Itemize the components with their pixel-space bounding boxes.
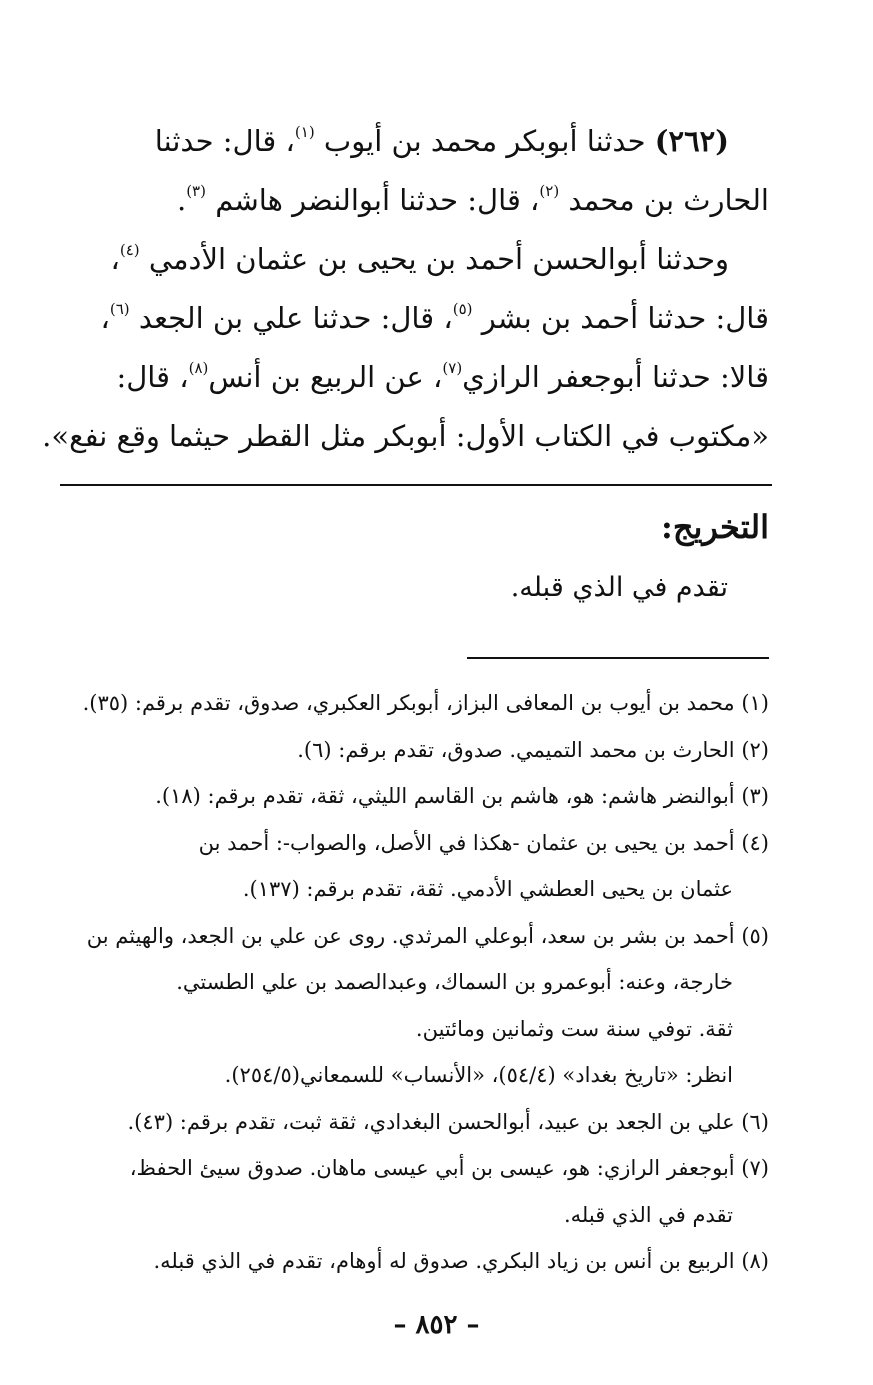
footnote-4-line-2: عثمان بن يحيى العطشي الأدمي. ثقة، تقدم برقم: (١٣٧). <box>242 877 733 901</box>
footnote-6-text: (٦) علي بن الجعد بن عبيد، أبوالحسن البغدادي، ثقة ثبت، تقدم برقم: (٤٣). <box>127 1109 769 1134</box>
footnote-1 <box>57 680 769 727</box>
footnote-8-text: (٨) الربيع بن أنس بن زياد البكري. صدوق له أوهام، تقدم في الذي قبله. <box>153 1249 769 1273</box>
hadith-line-5-end: ، قال: <box>116 360 189 394</box>
hadith-line-4-mid: ، قال: حدثنا علي بن الجعد <box>138 301 453 335</box>
footnote-5-line-2: خارجة، وعنه: أبوعمرو بن السماك، وعبدالصمد بن علي الطستي. <box>176 970 733 994</box>
footnote-ref-1: (١) <box>294 123 315 141</box>
footnotes-list <box>57 680 769 1285</box>
hadith-text <box>42 112 769 466</box>
footnote-8 <box>57 1238 769 1285</box>
footnote-5 <box>57 913 769 1099</box>
hadith-line-1-text: حدثنا أبوبكر محمد بن أيوب <box>323 124 646 158</box>
takhrij-heading: التخريج: <box>661 508 769 546</box>
hadith-line-2-end: . <box>176 183 187 217</box>
footnote-4-line-1: (٤) أحمد بن يحيى بن عثمان -هكذا في الأصل، والصواب-: أحمد بن <box>198 830 769 855</box>
footnote-6 <box>57 1099 769 1146</box>
hadith-line-2-text: الحارث بن محمد <box>568 183 769 217</box>
hadith-line-5 <box>57 348 769 407</box>
section-divider <box>60 484 772 486</box>
footnote-5-line-1: (٥) أحمد بن بشر بن سعد، أبوعلي المرثدي. روى عن علي بن الجعد، والهيثم بن <box>86 923 769 948</box>
footnote-ref-6: (٦) <box>109 300 130 318</box>
takhrij-text: تقدم في الذي قبله. <box>510 572 728 603</box>
footnote-7 <box>57 1145 769 1238</box>
footnote-7-line-2: تقدم في الذي قبله. <box>563 1202 733 1227</box>
hadith-line-2 <box>57 171 769 230</box>
footnote-ref-7: (٧) <box>442 359 463 377</box>
hadith-line-1-rest: ، قال: حدثنا <box>154 124 295 158</box>
hadith-line-5-mid: ، عن الربيع بن أنس <box>208 360 443 394</box>
footnote-4 <box>57 820 769 913</box>
hadith-line-4 <box>57 289 769 348</box>
hadith-line-6: «مكتوب في الكتاب الأول: أبوبكر مثل القطر حيثما وقع نفع». <box>42 419 769 453</box>
hadith-number: (٢٦٢) <box>654 124 729 158</box>
footnote-2 <box>57 727 769 774</box>
footnote-ref-4: (٤) <box>119 241 140 259</box>
footnote-5-line-3: ثقة. توفي سنة ست وثمانين ومائتين. <box>415 1016 733 1041</box>
footnote-ref-8: (٨) <box>188 359 209 377</box>
hadith-line-3 <box>57 230 769 289</box>
footnote-2-text: (٢) الحارث بن محمد التميمي. صدوق، تقدم برقم: (٦). <box>297 737 769 762</box>
footnote-ref-2: (٢) <box>539 182 560 200</box>
hadith-line-4-text: قال: حدثنا أحمد بن بشر <box>481 301 769 335</box>
page-number: – ٨٥٢ – <box>393 1310 480 1340</box>
footnote-1-text: (١) محمد بن أيوب بن المعافى البزاز، أبوبكر العكبري، صدوق، تقدم برقم: (٣٥). <box>82 691 769 715</box>
hadith-line-4-end: ، <box>100 301 110 335</box>
footnote-ref-5: (٥) <box>452 300 473 318</box>
hadith-line-2-mid: ، قال: حدثنا أبوالنضر هاشم <box>215 183 540 217</box>
hadith-line-1 <box>57 112 769 171</box>
hadith-line-3-end: ، <box>110 242 120 276</box>
footnote-3 <box>57 773 769 820</box>
footnote-7-line-1: (٧) أبوجعفر الرازي: هو، عيسى بن أبي عيسى ماهان. صدوق سيئ الحفظ، <box>129 1156 769 1180</box>
footnote-separator <box>467 657 769 659</box>
footnote-5-line-4: انظر: «تاريخ بغداد» (٥٤/٤)، «الأنساب» للسمعاني(٢٥٤/٥). <box>224 1063 733 1087</box>
hadith-line-3-text: وحدثنا أبوالحسن أحمد بن يحيى بن عثمان الأدمي <box>148 242 729 276</box>
footnote-ref-3: (٣) <box>186 182 206 200</box>
hadith-line-5-text: قالا: حدثنا أبوجعفر الرازي <box>462 360 769 394</box>
footnote-3-text: (٣) أبوالنضر هاشم: هو، هاشم بن القاسم الليثي، ثقة، تقدم برقم: (١٨). <box>155 784 769 808</box>
